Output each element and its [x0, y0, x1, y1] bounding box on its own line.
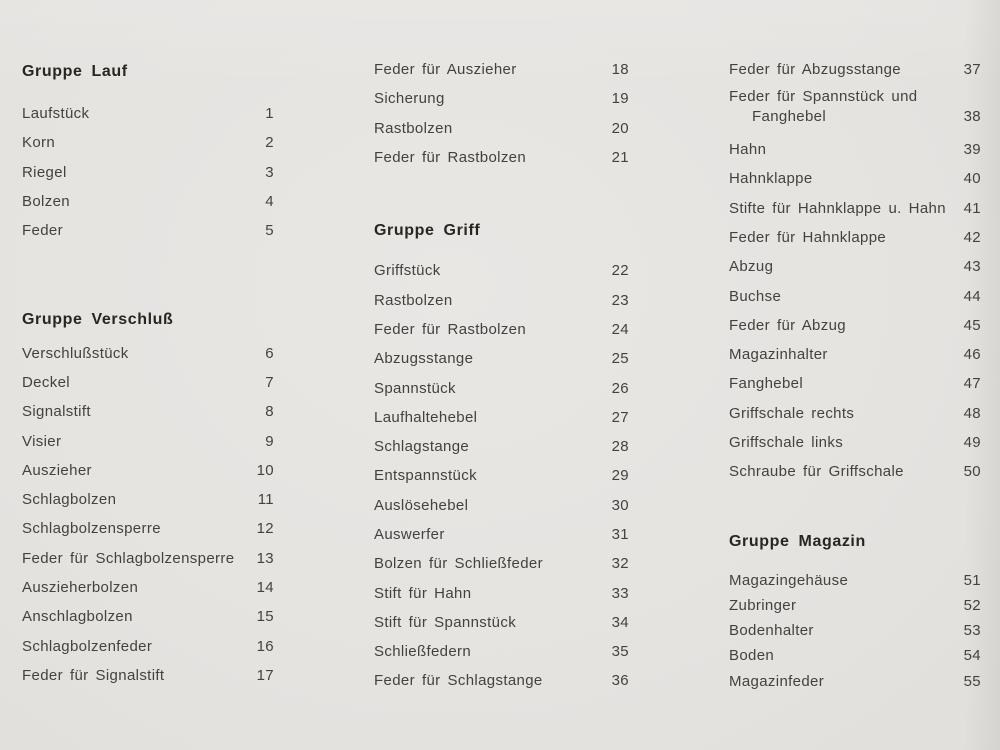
list-item: [22, 368, 274, 397]
part-number: 49: [963, 434, 981, 451]
list-item: [22, 602, 274, 631]
part-number: 15: [256, 608, 274, 626]
part-number: 52: [963, 596, 981, 614]
part-name: Entspannstück: [374, 467, 477, 485]
list-item: [22, 544, 274, 573]
part-number: 24: [611, 320, 629, 338]
part-number: 44: [963, 287, 981, 305]
part-number: 20: [611, 119, 629, 137]
part-number: 16: [256, 637, 274, 655]
part-number: 1: [265, 105, 274, 123]
list-item: [729, 281, 981, 310]
part-number: 12: [256, 520, 274, 538]
group-heading: Gruppe Lauf: [22, 63, 128, 80]
part-number: 28: [611, 438, 629, 456]
part-name: Verschlußstück: [22, 344, 129, 362]
part-number: 37: [963, 61, 981, 79]
part-name: Boden: [729, 647, 775, 665]
parts-list: [729, 55, 981, 486]
part-name: Bodenhalter: [729, 622, 814, 640]
list-item: [729, 428, 981, 457]
part-name: Magazingehäuse: [729, 571, 849, 589]
list-item: [729, 340, 981, 369]
list-item: [374, 315, 629, 344]
part-number: 14: [256, 579, 274, 596]
part-name: Laufhaltehebel: [374, 408, 478, 426]
part-number: 53: [963, 622, 981, 640]
part-number: 48: [963, 404, 981, 422]
list-item: [374, 403, 629, 432]
part-name: Rastbolzen: [374, 291, 453, 309]
part-number: 32: [611, 555, 629, 573]
part-name: Feder für Abzugsstange: [729, 61, 901, 79]
part-number: 42: [963, 228, 981, 246]
list-item: [374, 373, 629, 402]
part-name: Rastbolzen: [374, 119, 453, 137]
part-name: Hahn: [729, 141, 767, 159]
part-name: Riegel: [22, 163, 67, 181]
list-item: [22, 631, 274, 660]
part-number: 4: [265, 193, 274, 211]
part-number: 19: [611, 90, 629, 108]
part-number: 41: [963, 199, 981, 217]
part-number: 2: [265, 134, 274, 152]
part-number: 51: [963, 571, 981, 589]
part-number: 36: [611, 672, 629, 690]
list-item: [729, 457, 981, 486]
part-name: Schlagbolzen: [22, 491, 117, 509]
list-item: [374, 461, 629, 490]
list-item: [22, 338, 274, 367]
list-item: [729, 618, 981, 643]
part-number: 13: [256, 549, 274, 567]
list-item: [729, 223, 981, 252]
parts-list: [729, 567, 981, 693]
part-name: Feder für Schlagstange: [374, 672, 543, 690]
part-name: Feder für Schlagbolzensperre: [22, 549, 235, 567]
parts-list: [22, 338, 274, 690]
list-item: [729, 84, 981, 135]
part-number: 26: [611, 379, 629, 397]
list-item: [729, 311, 981, 340]
list-item: [374, 578, 629, 607]
part-name: Zubringer: [729, 596, 797, 614]
part-number: 40: [963, 170, 981, 188]
part-number: 35: [611, 643, 629, 661]
list-item: [729, 593, 981, 618]
part-number: 30: [611, 496, 629, 514]
part-name: Griffstück: [374, 262, 441, 280]
part-name: Stift für Spannstück: [374, 613, 517, 631]
part-name: Feder für Abzug: [729, 316, 846, 334]
list-item: [729, 252, 981, 281]
list-item: [22, 426, 274, 455]
list-item: [729, 399, 981, 428]
part-name: Abzugsstange: [374, 350, 474, 368]
parts-list: [22, 99, 274, 245]
list-item: [374, 666, 629, 695]
list-item: [374, 344, 629, 373]
group-heading: Gruppe Magazin: [729, 533, 866, 551]
part-number: 10: [256, 461, 274, 479]
list-item: [374, 491, 629, 520]
part-name: Schließfedern: [374, 643, 472, 661]
list-item: [729, 135, 981, 164]
parts-list: [374, 256, 629, 695]
part-name: Auslösehebel: [374, 496, 469, 514]
list-item: [729, 643, 981, 668]
part-number: 11: [257, 491, 274, 509]
part-number: 29: [611, 467, 629, 485]
part-name: Fanghebel: [729, 375, 804, 393]
part-name: Buchse: [729, 287, 782, 305]
list-item: [22, 573, 274, 602]
list-item: [729, 669, 981, 694]
part-name: Auszieherbolzen: [22, 579, 139, 596]
part-name: Schlagbolzenfeder: [22, 637, 153, 655]
part-name: Bolzen für Schließfeder: [374, 555, 543, 573]
part-name: Griffschale links: [729, 434, 844, 451]
list-item: [22, 158, 274, 187]
part-name: Schlagbolzensperre: [22, 520, 161, 538]
list-item: [374, 608, 629, 637]
part-number: 8: [265, 403, 274, 421]
part-number: 17: [256, 666, 274, 684]
part-name: Abzug: [729, 258, 774, 276]
part-name: Bolzen: [22, 193, 70, 211]
part-number: 39: [963, 141, 981, 159]
part-name: Laufstück: [22, 105, 90, 123]
part-name: Feder für Rastbolzen: [374, 320, 527, 338]
part-number: 6: [265, 344, 274, 362]
list-item: [374, 143, 629, 172]
list-item: [729, 369, 981, 398]
part-number: 21: [611, 149, 629, 167]
part-name: Feder für Signalstift: [22, 666, 165, 684]
part-number: 31: [611, 526, 629, 543]
list-item: [374, 520, 629, 549]
part-number: 45: [963, 316, 981, 334]
part-name: Feder für Auszieher: [374, 61, 517, 79]
part-number: 7: [265, 373, 274, 391]
group-heading: Gruppe Griff: [374, 222, 481, 240]
column-3: [729, 0, 981, 694]
list-item: [729, 193, 981, 222]
list-item: [374, 549, 629, 578]
part-number: 47: [963, 375, 981, 393]
part-number: 3: [265, 163, 274, 181]
list-item: [22, 661, 274, 690]
list-item: [374, 637, 629, 666]
part-number: 34: [611, 613, 629, 631]
part-number: 54: [963, 647, 981, 665]
list-item: [729, 55, 981, 84]
part-name: Signalstift: [22, 403, 91, 421]
part-number: 22: [611, 262, 629, 280]
part-name: Spannstück: [374, 379, 456, 397]
part-name: Korn: [22, 134, 56, 152]
list-item: [729, 164, 981, 193]
list-item: [22, 187, 274, 216]
part-number: 23: [611, 291, 629, 309]
list-item: [729, 567, 981, 592]
part-number: 50: [963, 463, 981, 481]
part-number: 9: [265, 432, 274, 450]
part-name: Sicherung: [374, 90, 445, 108]
part-name: Schraube für Griffschale: [729, 463, 904, 481]
part-number: 5: [265, 222, 274, 240]
part-number: 46: [963, 346, 981, 364]
part-number: 18: [611, 61, 629, 79]
list-item: [374, 84, 629, 113]
part-name: Feder für Hahnklappe: [729, 228, 887, 246]
part-number: 38: [963, 108, 981, 126]
column-2: [374, 0, 629, 696]
list-item: [22, 99, 274, 128]
list-item: [22, 128, 274, 157]
part-name: Magazinhalter: [729, 346, 828, 364]
list-item: [374, 256, 629, 285]
part-name: Feder für Rastbolzen: [374, 149, 527, 167]
part-name: Auswerfer: [374, 526, 445, 543]
parts-list: [374, 55, 629, 172]
part-number: 55: [963, 672, 981, 690]
part-number: 33: [611, 584, 629, 602]
part-name: Fanghebel: [752, 108, 827, 126]
part-name: Feder für Spannstück und: [729, 88, 918, 106]
part-name: Schlagstange: [374, 438, 470, 456]
part-name: Deckel: [22, 373, 70, 391]
column-1: [22, 0, 274, 690]
list-item: [22, 514, 274, 543]
list-item: [374, 114, 629, 143]
part-name: Visier: [22, 432, 62, 450]
part-number: 27: [611, 408, 629, 426]
part-name: Stifte für Hahnklappe u. Hahn: [729, 199, 946, 217]
part-name: Anschlagbolzen: [22, 608, 133, 626]
list-item: [374, 55, 629, 84]
list-item: [374, 285, 629, 314]
part-name: Griffschale rechts: [729, 404, 855, 422]
part-name: Magazinfeder: [729, 672, 825, 690]
list-item: [22, 456, 274, 485]
part-number: 25: [611, 350, 629, 368]
part-number: 43: [963, 258, 981, 276]
part-name: Auszieher: [22, 461, 92, 479]
list-item: [22, 216, 274, 245]
list-item: [374, 432, 629, 461]
part-name: Hahnklappe: [729, 170, 813, 188]
list-item: [22, 485, 274, 514]
part-name: Feder: [22, 222, 63, 240]
list-item: [22, 397, 274, 426]
part-name: Stift für Hahn: [374, 584, 472, 602]
group-heading: Gruppe Verschluß: [22, 311, 174, 329]
